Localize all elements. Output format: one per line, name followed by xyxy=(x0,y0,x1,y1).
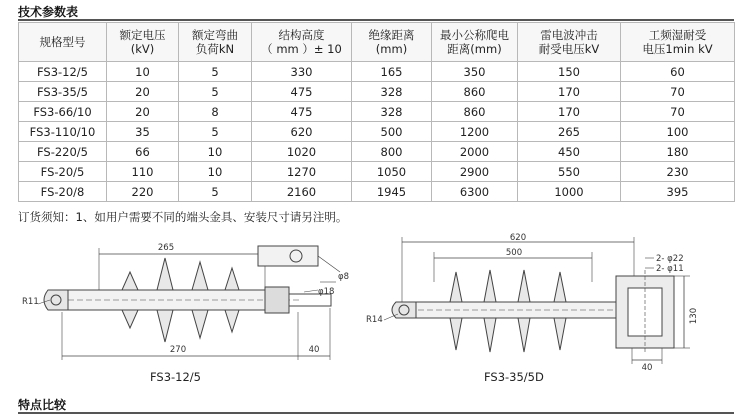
table-cell: 20 xyxy=(107,102,179,122)
table-cell: 66 xyxy=(107,142,179,162)
column-header-line2: (mm) xyxy=(375,42,408,56)
table-cell: 8 xyxy=(179,102,252,122)
column-header xyxy=(107,23,179,62)
column-header xyxy=(252,23,352,62)
table-row xyxy=(19,82,735,102)
table-cell: 1945 xyxy=(352,182,432,202)
table-cell: 6300 xyxy=(432,182,518,202)
table-cell: 5 xyxy=(179,182,252,202)
dim-500: 500 xyxy=(505,248,523,258)
table-cell: 2000 xyxy=(432,142,518,162)
column-header-line2: 负荷kN xyxy=(195,42,235,56)
column-header-line1: 额定弯曲 xyxy=(192,28,238,42)
column-header-line1: 工频湿耐受 xyxy=(648,28,707,42)
table-row xyxy=(19,102,735,122)
spec-table-header xyxy=(19,23,735,62)
table-cell: 70 xyxy=(621,102,735,122)
column-header xyxy=(179,23,252,62)
column-header xyxy=(621,23,735,62)
header-row xyxy=(19,23,735,62)
table-cell: 328 xyxy=(352,102,432,122)
table-cell: 450 xyxy=(518,142,621,162)
table-cell: 150 xyxy=(518,62,621,82)
technical-drawings xyxy=(0,232,740,387)
table-row xyxy=(19,142,735,162)
table-cell: 350 xyxy=(432,62,518,82)
table-row xyxy=(19,182,735,202)
spec-table-body xyxy=(19,62,735,202)
table-cell: 475 xyxy=(252,102,352,122)
dim-265: 265 xyxy=(157,243,175,253)
dia-phi18: φ18 xyxy=(318,287,335,297)
spec-table xyxy=(18,22,735,202)
table-cell: 5 xyxy=(179,122,252,142)
table-cell: 328 xyxy=(352,82,432,102)
column-header xyxy=(352,23,432,62)
table-cell: 10 xyxy=(107,62,179,82)
column-header-line1: 绝缘距离 xyxy=(368,28,415,42)
dim-40-right: 40 xyxy=(641,363,653,373)
column-header-line1: 最小公称爬电 xyxy=(440,28,509,42)
table-cell: 1000 xyxy=(518,182,621,202)
table-row xyxy=(19,162,735,182)
table-cell: 165 xyxy=(352,62,432,82)
table-cell: 330 xyxy=(252,62,352,82)
column-header-line2: (kV) xyxy=(130,42,155,56)
radius-r14: R14 xyxy=(366,315,383,325)
section-divider xyxy=(18,19,734,21)
table-cell: FS3-110/10 xyxy=(19,122,107,142)
table-cell: 500 xyxy=(352,122,432,142)
caption-left: FS3-12/5 xyxy=(150,370,202,384)
table-cell: 110 xyxy=(107,162,179,182)
table-cell: 860 xyxy=(432,82,518,102)
table-cell: 475 xyxy=(252,82,352,102)
table-cell: 100 xyxy=(621,122,735,142)
table-row xyxy=(19,122,735,142)
table-cell: FS3-12/5 xyxy=(19,62,107,82)
drawing-fs3-12-5 xyxy=(38,246,340,360)
table-cell: 70 xyxy=(621,82,735,102)
table-cell: 170 xyxy=(518,102,621,122)
section-title: 技术参数表 xyxy=(18,5,79,19)
table-cell: 860 xyxy=(432,102,518,122)
table-cell: FS-20/8 xyxy=(19,182,107,202)
dia-2-phi22: 2- φ22 xyxy=(656,254,684,264)
column-header xyxy=(19,23,107,62)
dim-270: 270 xyxy=(169,345,187,355)
table-cell: 170 xyxy=(518,82,621,102)
table-cell: 230 xyxy=(621,162,735,182)
section2-title: 特点比较 xyxy=(18,398,67,412)
table-cell: FS-20/5 xyxy=(19,162,107,182)
table-cell: 5 xyxy=(179,62,252,82)
dim-620: 620 xyxy=(509,233,527,243)
table-cell: 220 xyxy=(107,182,179,202)
column-header-line2: （ mm ）± 10 xyxy=(261,42,342,56)
column-header-line2: 距离(mm) xyxy=(447,42,502,56)
table-cell: 1270 xyxy=(252,162,352,182)
column-header-line1: 规格型号 xyxy=(39,35,86,49)
table-cell: 35 xyxy=(107,122,179,142)
table-cell: 1200 xyxy=(432,122,518,142)
table-cell: 10 xyxy=(179,162,252,182)
column-header-line1: 结构高度 xyxy=(278,28,325,42)
table-cell: 10 xyxy=(179,142,252,162)
table-cell: 1020 xyxy=(252,142,352,162)
table-cell: 180 xyxy=(621,142,735,162)
column-header-line2: 耐受电压kV xyxy=(538,42,600,56)
section2-divider xyxy=(18,412,734,414)
table-cell: 1050 xyxy=(352,162,432,182)
table-cell: 265 xyxy=(518,122,621,142)
table-cell: FS3-35/5 xyxy=(19,82,107,102)
dia-2-phi11: 2- φ11 xyxy=(656,264,684,274)
drawing-fs3-35-5d xyxy=(384,237,690,364)
table-cell: 2900 xyxy=(432,162,518,182)
table-cell: 395 xyxy=(621,182,735,202)
order-note: 订货须知：1、如用户需要不同的端头金具、安装尺寸请另注明。 xyxy=(18,210,348,224)
column-header xyxy=(518,23,621,62)
table-cell: 20 xyxy=(107,82,179,102)
table-cell: 800 xyxy=(352,142,432,162)
table-cell: FS-220/5 xyxy=(19,142,107,162)
table-cell: 5 xyxy=(179,82,252,102)
table-cell: 60 xyxy=(621,62,735,82)
column-header xyxy=(432,23,518,62)
caption-right: FS3-35/5D xyxy=(484,370,544,384)
column-header-line2: 电压1min kV xyxy=(642,42,713,56)
table-cell: 2160 xyxy=(252,182,352,202)
dia-phi8: φ8 xyxy=(338,272,350,282)
table-cell: 620 xyxy=(252,122,352,142)
column-header-line1: 额定电压 xyxy=(119,28,166,42)
dim-40-left: 40 xyxy=(308,345,320,355)
table-row xyxy=(19,62,735,82)
table-cell: FS3-66/10 xyxy=(19,102,107,122)
radius-r11: R11 xyxy=(22,297,39,307)
dim-130: 130 xyxy=(689,307,699,325)
column-header-line1: 雷电波冲击 xyxy=(540,28,598,42)
table-cell: 550 xyxy=(518,162,621,182)
